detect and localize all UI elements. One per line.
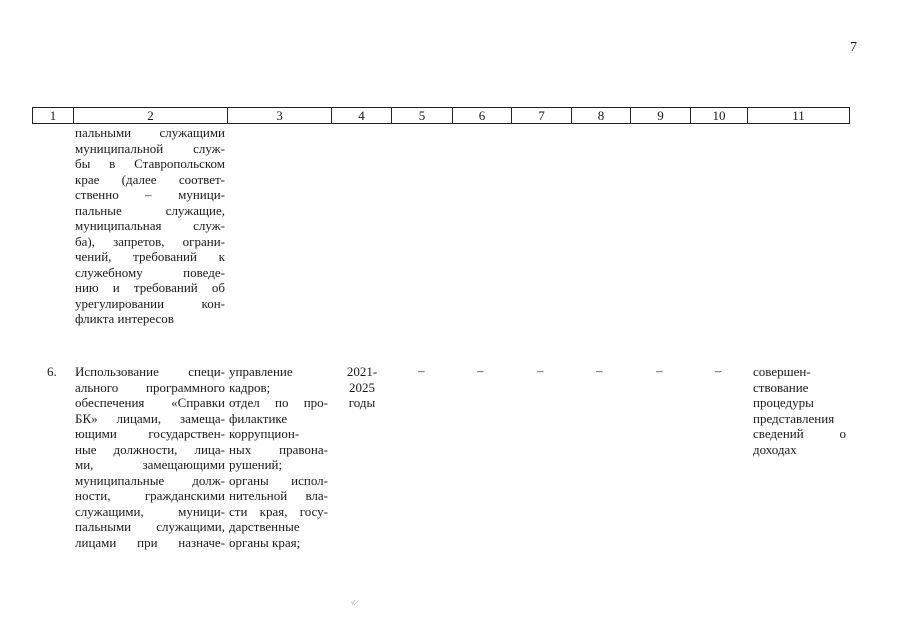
column-number-10: 10	[691, 108, 748, 124]
text-line: органы испол-	[229, 472, 328, 488]
row6-col7-dash: –	[537, 363, 544, 378]
row6-col10-dash: –	[715, 363, 722, 378]
text-line: нию и требований об	[75, 280, 225, 295]
text-line: ального программного	[75, 379, 225, 395]
column-number-5: 5	[392, 108, 453, 124]
page-number: 7	[850, 40, 857, 55]
column-number-3: 3	[228, 108, 332, 124]
column-number-8: 8	[572, 108, 631, 124]
text-line: совершен-	[753, 364, 811, 379]
text-line: 2025	[349, 379, 375, 395]
text-line: чений, требований к	[75, 249, 225, 264]
text-line: ные должности, лица-	[75, 441, 225, 457]
text-line: ющими государствен-	[75, 426, 225, 441]
text-line: служебному поведе-	[75, 264, 225, 280]
row6-col5-dash: –	[418, 363, 425, 378]
text-line: ствование	[753, 379, 809, 395]
text-line: ми, замещающими	[75, 457, 225, 472]
column-number-1: 1	[33, 108, 74, 124]
text-line: 2021-	[346, 364, 378, 379]
column-number-11: 11	[748, 108, 850, 124]
text-line: сведений о	[753, 426, 846, 441]
text-line: муниципальной служ-	[75, 140, 225, 156]
column-number-7: 7	[512, 108, 572, 124]
text-line: крае (далее соответ-	[75, 171, 225, 187]
text-line: ности, гражданскими	[75, 488, 225, 503]
text-line: урегулировании кон-	[75, 295, 225, 311]
text-line: ных правона-	[229, 441, 328, 457]
text-line: фликта интересов	[75, 311, 174, 326]
text-line: рушений;	[229, 457, 283, 472]
text-line: Использование специ-	[75, 364, 225, 379]
text-line: бы в Ставропольском	[75, 156, 225, 171]
row6-col4-period-text	[333, 364, 391, 411]
text-line: филактике	[229, 410, 288, 426]
column-number-header-row	[32, 107, 850, 124]
row6-col2-measure-text	[75, 364, 225, 550]
row6-col11-result-text	[753, 364, 846, 457]
text-line: сти края, госу-	[229, 503, 328, 519]
text-line: дарственные	[229, 519, 300, 534]
text-line: БК» лицами, замеща-	[75, 410, 225, 426]
text-line: доходах	[753, 441, 797, 457]
text-line: муниципальные долж-	[75, 472, 225, 488]
text-line: кадров;	[229, 379, 271, 395]
text-line: годы	[348, 395, 376, 410]
text-line: коррупцион-	[229, 426, 300, 441]
text-line: отдел по про-	[229, 395, 328, 410]
text-line: ба), запретов, ограни-	[75, 233, 225, 249]
text-line: ственно – муници-	[75, 187, 225, 202]
text-line: управление	[229, 364, 293, 379]
column-number-4: 4	[332, 108, 392, 124]
column-number-2: 2	[74, 108, 228, 124]
text-line: пальными служащими	[75, 125, 225, 140]
text-line: пальные служащие,	[75, 202, 225, 218]
row6-col9-dash: –	[656, 363, 663, 378]
row6-col8-dash: –	[596, 363, 603, 378]
text-line: муниципальная служ-	[75, 218, 225, 233]
text-line: служащими, муници-	[75, 503, 225, 519]
continuation-col2-text	[75, 125, 225, 327]
text-line: нительной вла-	[229, 488, 328, 503]
row6-col6-dash: –	[477, 363, 484, 378]
text-line: лицами при назначе-	[75, 534, 225, 550]
column-number-6: 6	[453, 108, 512, 124]
text-line: органы края;	[229, 534, 301, 550]
text-line: пальными служащими,	[75, 519, 225, 534]
column-number-9: 9	[631, 108, 691, 124]
row6-col3-executors-text	[229, 364, 328, 550]
text-line: процедуры	[753, 395, 814, 410]
row6-number: 6.	[47, 364, 57, 379]
text-line: обеспечения «Справки	[75, 395, 225, 410]
text-line: представления	[753, 410, 835, 426]
scan-artifact-mark	[350, 597, 360, 607]
